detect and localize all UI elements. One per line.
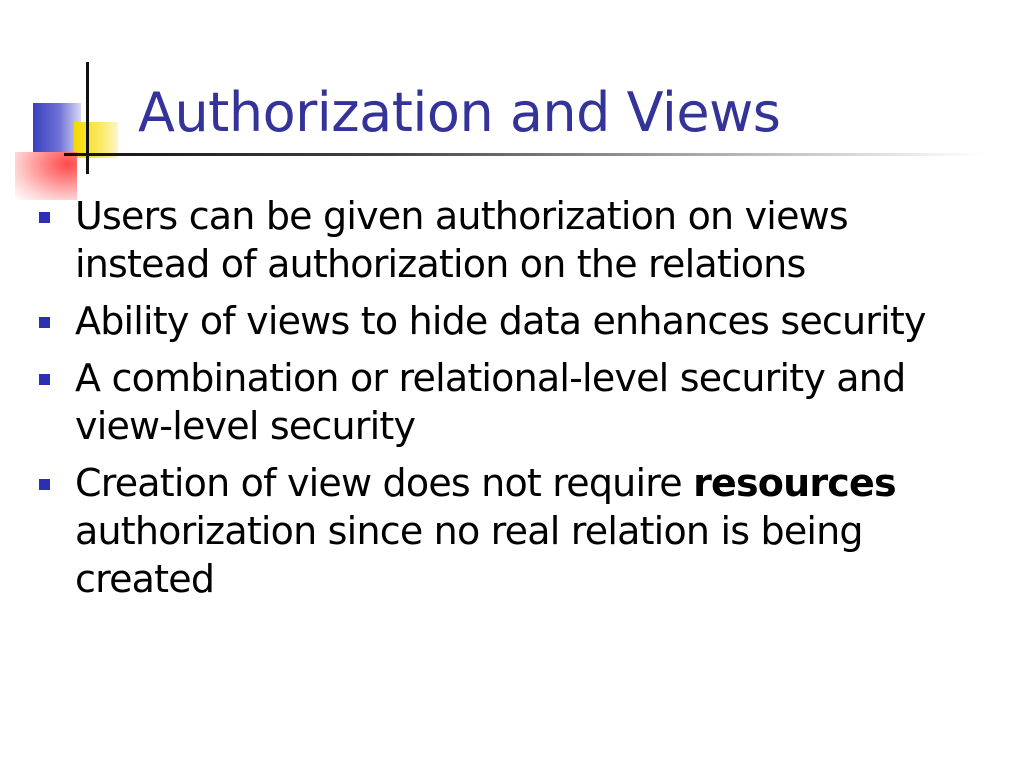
bullet-item — [0, 192, 1024, 288]
bullet-item — [0, 459, 1024, 603]
bullet-text: Ability of views to hide data enhances security — [75, 299, 926, 343]
bullet-list — [0, 192, 1024, 612]
square-bullet-icon — [39, 212, 50, 223]
decor-vertical-line — [86, 62, 89, 174]
bullet-text: Users can be given authorization on views instead of authorization on the relations — [75, 194, 848, 286]
bullet-bold-word: resources — [693, 461, 896, 505]
bullet-text: A combination or relational-level security and view-level security — [75, 356, 906, 448]
bullet-item — [0, 297, 1024, 345]
title-underline — [64, 153, 984, 156]
square-bullet-icon — [39, 374, 50, 385]
slide-title: Authorization and Views — [138, 81, 781, 144]
square-bullet-icon — [39, 317, 50, 328]
square-bullet-icon — [39, 479, 50, 490]
bullet-item — [0, 354, 1024, 450]
bullet-text-after: authorization since no real relation is being created — [75, 509, 863, 601]
bullet-text-before: Creation of view does not require — [75, 461, 694, 505]
bullet-text — [75, 461, 896, 601]
